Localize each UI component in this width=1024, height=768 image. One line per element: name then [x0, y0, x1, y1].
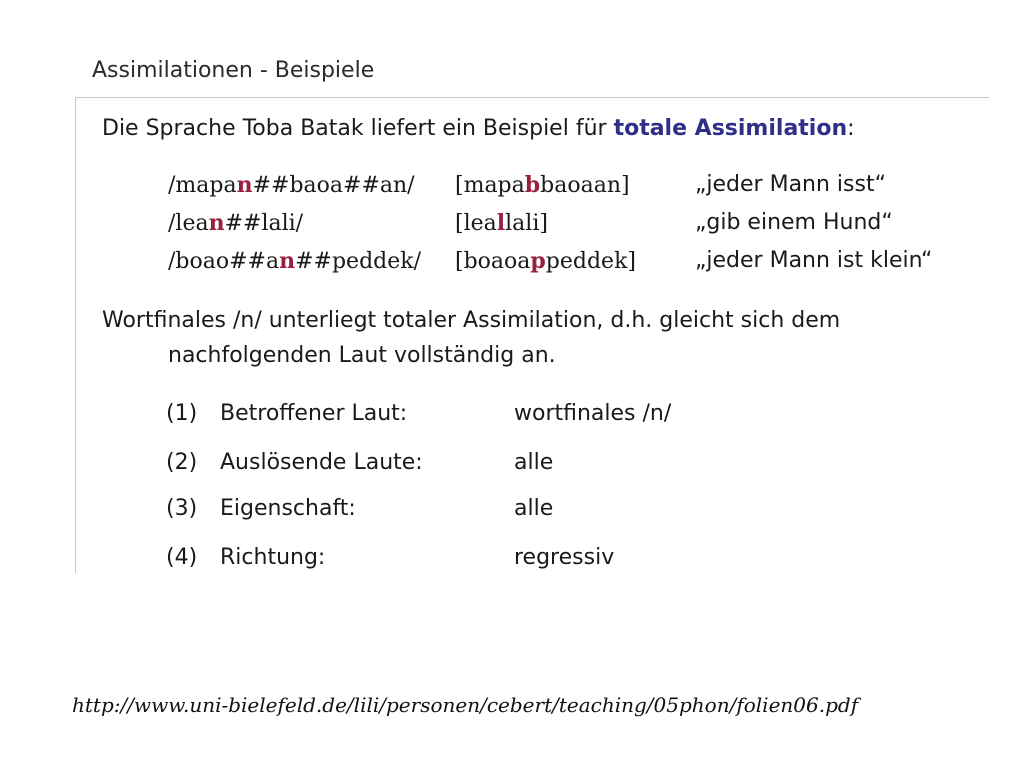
gloss: „jeder Mann ist klein“: [695, 248, 933, 273]
frame-top-border: [75, 97, 989, 98]
gloss: „gib einem Hund“: [695, 210, 893, 235]
property-label: Betroffener Laut:: [220, 401, 408, 426]
paragraph-line-1: Wortfinales /n/ unterliegt totaler Assimilation, d.h. gleicht sich dem: [102, 308, 841, 333]
paragraph-line-2: nachfolgenden Laut vollständig an.: [168, 343, 556, 368]
source-url: http://www.uni-bielefeld.de/lili/personen/cebert/teaching/05phon/folien06.pdf: [72, 693, 859, 717]
frame-left-border: [75, 97, 76, 573]
property-number: (4): [166, 545, 198, 570]
surface-form: [leallali]: [455, 210, 548, 236]
intro-text: Die Sprache Toba Batak liefert ein Beispiel für: [102, 116, 614, 141]
underlying-form: /lean##lali/: [168, 210, 304, 236]
surface-form: [boaoappeddek]: [455, 248, 636, 274]
property-number: (2): [166, 450, 198, 475]
surface-form: [mapabbaoaan]: [455, 172, 630, 198]
property-value: regressiv: [514, 545, 615, 570]
slide-title: Assimilationen - Beispiele: [92, 58, 375, 83]
underlying-form: /mapan##baoa##an/: [168, 172, 415, 198]
property-label: Auslösende Laute:: [220, 450, 423, 475]
intro-highlight: totale Assimilation: [613, 116, 848, 141]
gloss: „jeder Mann isst“: [695, 172, 886, 197]
property-value: alle: [514, 450, 554, 475]
underlying-form: /boao##an##peddek/: [168, 248, 421, 274]
intro-colon: :: [847, 116, 855, 141]
property-label: Richtung:: [220, 545, 326, 570]
property-number: (3): [166, 496, 198, 521]
property-value: wortfinales /n/: [514, 401, 672, 426]
intro-sentence: [102, 116, 855, 141]
property-value: alle: [514, 496, 554, 521]
property-label: Eigenschaft:: [220, 496, 356, 521]
property-number: (1): [166, 401, 198, 426]
